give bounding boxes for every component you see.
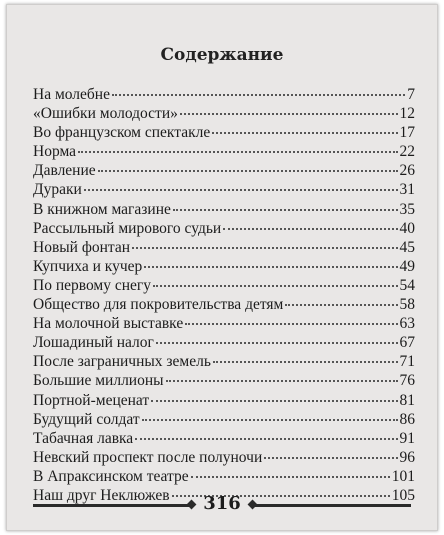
toc-entry-title: Норма bbox=[33, 143, 77, 161]
toc-entry bbox=[33, 352, 415, 371]
toc-entry bbox=[33, 161, 415, 180]
toc-entry bbox=[33, 257, 415, 276]
toc-entry-page: 12 bbox=[399, 105, 415, 123]
toc-entry-title: Давление bbox=[33, 162, 96, 180]
toc-entry-title: Невский проспект после полуночи bbox=[33, 448, 263, 466]
toc-entry-page: 105 bbox=[391, 486, 415, 504]
toc-entry-title: Рассыльный мирового судьи bbox=[33, 219, 222, 237]
dot-leader bbox=[132, 247, 397, 249]
dot-leader bbox=[151, 400, 397, 402]
toc-entry bbox=[33, 219, 415, 238]
toc-entry-title: В Апраксинском театре bbox=[33, 467, 189, 485]
toc-entry-title: В книжном магазине bbox=[33, 200, 171, 218]
toc-entry-page: 71 bbox=[399, 353, 415, 371]
toc-entry-page: 40 bbox=[399, 219, 415, 237]
dot-leader bbox=[98, 170, 398, 172]
toc-entry-title: Общество для покровительства детям bbox=[33, 296, 284, 314]
toc-entry-page: 58 bbox=[399, 296, 415, 314]
toc-entry-page: 35 bbox=[399, 200, 415, 218]
toc-entry-title: Будущий солдат bbox=[33, 410, 140, 428]
dot-leader bbox=[153, 285, 397, 287]
toc-entry-page: 101 bbox=[391, 467, 415, 485]
dot-leader bbox=[78, 151, 397, 153]
dot-leader bbox=[135, 438, 397, 440]
toc-entry-title: Большие миллионы bbox=[33, 372, 164, 390]
book-page bbox=[6, 4, 438, 531]
toc-entry-page: 81 bbox=[399, 391, 415, 409]
dot-leader bbox=[156, 342, 398, 344]
toc-entry bbox=[33, 333, 415, 352]
toc-entry-title: Наш друг Неклюжев bbox=[33, 486, 170, 504]
page-footer bbox=[33, 495, 411, 515]
toc-entry bbox=[33, 142, 415, 161]
toc-entry-page: 31 bbox=[399, 181, 415, 199]
toc-entry bbox=[33, 448, 415, 467]
toc-entry bbox=[33, 276, 415, 295]
dot-leader bbox=[112, 94, 405, 96]
toc-entry-page: 96 bbox=[399, 448, 415, 466]
toc-entry-page: 76 bbox=[399, 372, 415, 390]
toc-entry-title: Во французском спектакле bbox=[33, 124, 211, 142]
toc-entry bbox=[33, 295, 415, 314]
dot-leader bbox=[264, 457, 397, 459]
toc-entry-title: На молочной выставке bbox=[33, 315, 184, 333]
toc-entry-title: Табачная лавка bbox=[33, 429, 134, 447]
toc-entry-page: 49 bbox=[399, 257, 415, 275]
toc-entry-page: 86 bbox=[399, 410, 415, 428]
toc-entry bbox=[33, 410, 415, 429]
toc-entry-page: 22 bbox=[399, 143, 415, 161]
dot-leader bbox=[212, 132, 397, 134]
toc-entry-title: «Ошибки молодости» bbox=[33, 105, 178, 123]
dot-leader bbox=[144, 266, 397, 268]
toc-entry-page: 91 bbox=[399, 429, 415, 447]
toc-entry-page: 45 bbox=[399, 238, 415, 256]
dot-leader bbox=[142, 419, 398, 421]
toc-entry bbox=[33, 104, 415, 123]
dot-leader bbox=[191, 476, 390, 478]
toc-entry-title: Лошадиный налог bbox=[33, 334, 154, 352]
toc-entry-page: 63 bbox=[399, 315, 415, 333]
dot-leader bbox=[285, 304, 397, 306]
toc-entry bbox=[33, 467, 415, 486]
toc-entry-page: 54 bbox=[399, 276, 415, 294]
toc-entry bbox=[33, 238, 415, 257]
toc-entry-title: Новый фонтан bbox=[33, 238, 131, 256]
dot-leader bbox=[185, 323, 397, 325]
page-title: Содержание bbox=[160, 45, 284, 65]
toc-entry-title: По первому снегу bbox=[33, 276, 152, 294]
toc-entry-page: 17 bbox=[399, 124, 415, 142]
toc-entry bbox=[33, 180, 415, 199]
dot-leader bbox=[213, 361, 398, 363]
dot-leader bbox=[173, 209, 398, 211]
page-number: 316 bbox=[203, 493, 241, 514]
toc-entry bbox=[33, 391, 415, 410]
toc-entry-title: Портной-меценат bbox=[33, 391, 150, 409]
toc-entry-title: Дураки bbox=[33, 181, 82, 199]
toc-entry-page: 7 bbox=[407, 86, 415, 103]
dot-leader bbox=[223, 228, 397, 230]
table-of-contents bbox=[33, 85, 415, 505]
toc-entry-title: Купчиха и кучер bbox=[33, 257, 143, 275]
toc-entry bbox=[33, 371, 415, 390]
dot-leader bbox=[84, 189, 398, 191]
toc-entry bbox=[33, 85, 415, 104]
toc-entry-page: 67 bbox=[399, 334, 415, 352]
dot-leader bbox=[166, 380, 398, 382]
toc-entry bbox=[33, 200, 415, 219]
toc-entry bbox=[33, 314, 415, 333]
toc-entry-title: После заграничных земель bbox=[33, 353, 211, 371]
toc-entry-title: На молебне bbox=[33, 86, 110, 103]
toc-entry-page: 26 bbox=[399, 162, 415, 180]
toc-entry bbox=[33, 429, 415, 448]
toc-entry bbox=[33, 123, 415, 142]
dot-leader bbox=[180, 113, 398, 115]
ornament-rule-right bbox=[253, 504, 411, 507]
